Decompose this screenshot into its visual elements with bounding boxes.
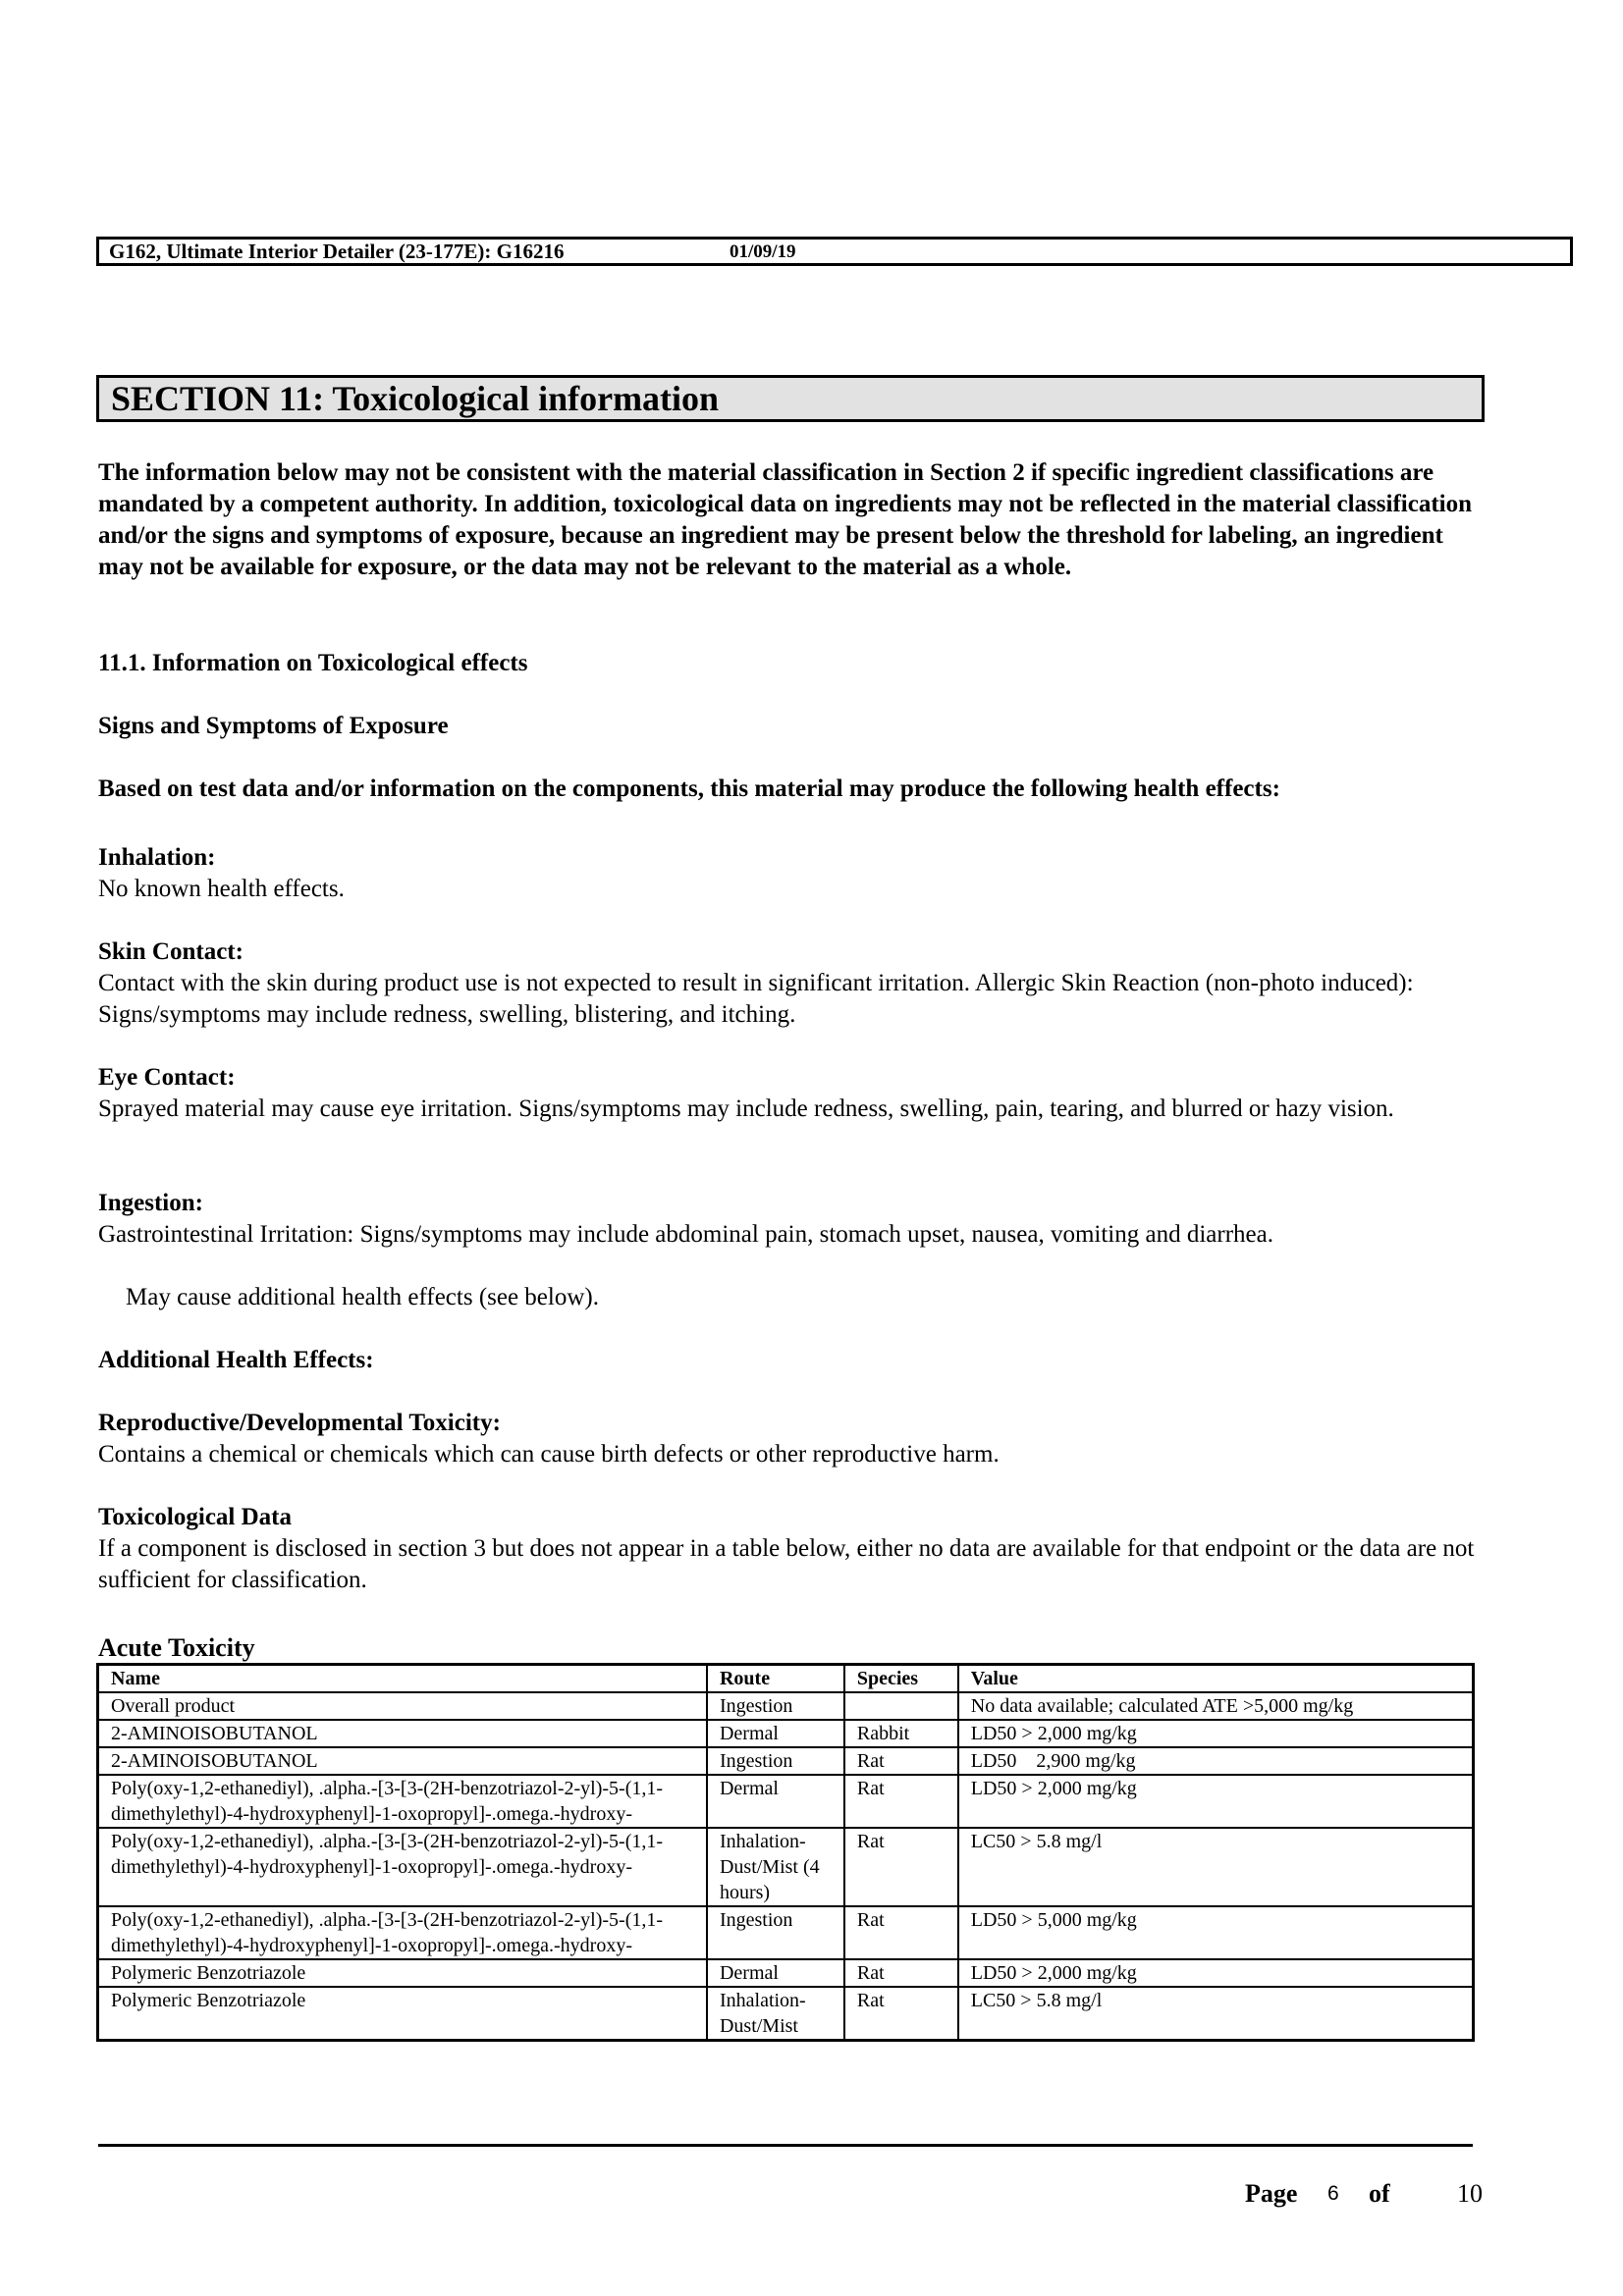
cell-value: No data available; calculated ATE >5,000 mg/kg (958, 1692, 1474, 1720)
cell-name: Poly(oxy-1,2-ethanediyl), .alpha.-[3-[3-(2H-benzotriazol-2-yl)-5-(1,1-dimethylethyl)-4-hydroxyphenyl]-1-oxopropyl]-.omega.-hydroxy- (98, 1775, 707, 1828)
ingestion-text: Gastrointestinal Irritation: Signs/symptoms may include abdominal pain, stomach upset, nausea, vomiting and diarrhea. (98, 1221, 1273, 1248)
eye-contact-heading: Eye Contact: (98, 1064, 236, 1091)
cell-species (844, 1692, 958, 1720)
cell-route: Ingestion (707, 1692, 844, 1720)
cell-species: Rabbit (844, 1720, 958, 1747)
toxicological-data-heading: Toxicological Data (98, 1504, 292, 1530)
acute-toxicity-table (96, 1663, 1475, 2042)
cell-route: Ingestion (707, 1906, 844, 1959)
cell-species: Rat (844, 1906, 958, 1959)
cell-species: Rat (844, 1828, 958, 1906)
page-label: Page (1245, 2179, 1298, 2208)
cell-value: LD50 > 2,000 mg/kg (958, 1959, 1474, 1987)
cell-name: Overall product (98, 1692, 707, 1720)
cell-value: LC50 > 5.8 mg/l (958, 1987, 1474, 2041)
skin-contact-block (98, 936, 1492, 1031)
section-title: SECTION 11: Toxicological information (96, 375, 1485, 422)
revision-date: 01/09/19 (730, 241, 796, 262)
cell-value: LD50 2,900 mg/kg (958, 1747, 1474, 1775)
cell-value: LD50 > 5,000 mg/kg (958, 1906, 1474, 1959)
table-row (98, 1720, 1474, 1747)
table-header-row (98, 1665, 1474, 1693)
cell-name: Polymeric Benzotriazole (98, 1987, 707, 2041)
ingestion-heading: Ingestion: (98, 1190, 203, 1216)
eye-contact-block (98, 1062, 1492, 1125)
cell-route: Inhalation-Dust/Mist (4 hours) (707, 1828, 844, 1906)
ingestion-note: May cause additional health effects (see below). (126, 1284, 599, 1310)
cell-species: Rat (844, 1987, 958, 2041)
reproductive-heading: Reproductive/Developmental Toxicity: (98, 1410, 501, 1436)
acute-toxicity-title: Acute Toxicity (98, 1633, 255, 1662)
table-row (98, 1828, 1474, 1906)
table-row (98, 1692, 1474, 1720)
cell-route: Dermal (707, 1720, 844, 1747)
subsection-heading: 11.1. Information on Toxicological effects (98, 650, 528, 676)
cell-value: LC50 > 5.8 mg/l (958, 1828, 1474, 1906)
ingestion-block (98, 1188, 1492, 1251)
based-on-statement: Based on test data and/or information on the components, this material may produce the following health effects: (98, 775, 1280, 802)
of-label: of (1369, 2179, 1390, 2208)
table-row (98, 1747, 1474, 1775)
cell-name: 2-AMINOISOBUTANOL (98, 1747, 707, 1775)
inhalation-heading: Inhalation: (98, 844, 216, 871)
table-row (98, 1906, 1474, 1959)
inhalation-text: No known health effects. (98, 876, 345, 902)
toxicological-data-text: If a component is disclosed in section 3 but does not appear in a table below, either no data are available for that endpoint or the data are not sufficient for classification. (98, 1535, 1475, 1593)
column-header-route: Route (707, 1665, 844, 1693)
total-pages: 10 (1457, 2179, 1483, 2208)
page-number: 6 (1327, 2182, 1339, 2205)
cell-value: LD50 > 2,000 mg/kg (958, 1775, 1474, 1828)
additional-health-effects-heading: Additional Health Effects: (98, 1347, 374, 1373)
cell-name: Polymeric Benzotriazole (98, 1959, 707, 1987)
cell-name: Poly(oxy-1,2-ethanediyl), .alpha.-[3-[3-(2H-benzotriazol-2-yl)-5-(1,1-dimethylethyl)-4-hydroxyphenyl]-1-oxopropyl]-.omega.-hydroxy- (98, 1828, 707, 1906)
signs-heading: Signs and Symptoms of Exposure (98, 713, 449, 739)
column-header-species: Species (844, 1665, 958, 1693)
toxicological-data-block (98, 1502, 1492, 1596)
reproductive-text: Contains a chemical or chemicals which can cause birth defects or other reproductive harm. (98, 1441, 1000, 1468)
skin-contact-heading: Skin Contact: (98, 938, 243, 965)
eye-contact-text: Sprayed material may cause eye irritation. Signs/symptoms may include redness, swelling, pain, tearing, and blurred or hazy vision. (98, 1095, 1394, 1122)
document-header (96, 237, 1573, 266)
cell-name: Poly(oxy-1,2-ethanediyl), .alpha.-[3-[3-(2H-benzotriazol-2-yl)-5-(1,1-dimethylethyl)-4-hydroxyphenyl]-1-oxopropyl]-.omega.-hydroxy- (98, 1906, 707, 1959)
table-row (98, 1959, 1474, 1987)
cell-route: Inhalation-Dust/Mist (707, 1987, 844, 2041)
table-row (98, 1775, 1474, 1828)
product-identifier: G162, Ultimate Interior Detailer (23-177E): G16216 (109, 240, 565, 263)
cell-route: Dermal (707, 1959, 844, 1987)
intro-paragraph: The information below may not be consistent with the material classification in Section 2 if specific ingredient classifications are mandated by a competent authority. In addition, toxicological data on ingredients may not be reflected in the material classification and/or the signs and symptoms of exposure, because an ingredient may be present below the threshold for labeling, an ingredient may not be available for exposure, or the data may not be relevant to the material as a whole. (98, 459, 1473, 580)
cell-route: Ingestion (707, 1747, 844, 1775)
skin-contact-text: Contact with the skin during product use is not expected to result in significant irritation. Allergic Skin Reaction (non-photo induced): Signs/symptoms may include redness, swelling, blistering, and itching. (98, 970, 1414, 1028)
table-row (98, 1987, 1474, 2041)
column-header-name: Name (98, 1665, 707, 1693)
footer-divider (98, 2144, 1473, 2147)
cell-value: LD50 > 2,000 mg/kg (958, 1720, 1474, 1747)
cell-species: Rat (844, 1747, 958, 1775)
cell-route: Dermal (707, 1775, 844, 1828)
cell-name: 2-AMINOISOBUTANOL (98, 1720, 707, 1747)
cell-species: Rat (844, 1959, 958, 1987)
reproductive-block (98, 1408, 1492, 1470)
column-header-value: Value (958, 1665, 1474, 1693)
cell-species: Rat (844, 1775, 958, 1828)
inhalation-block (98, 842, 1492, 905)
